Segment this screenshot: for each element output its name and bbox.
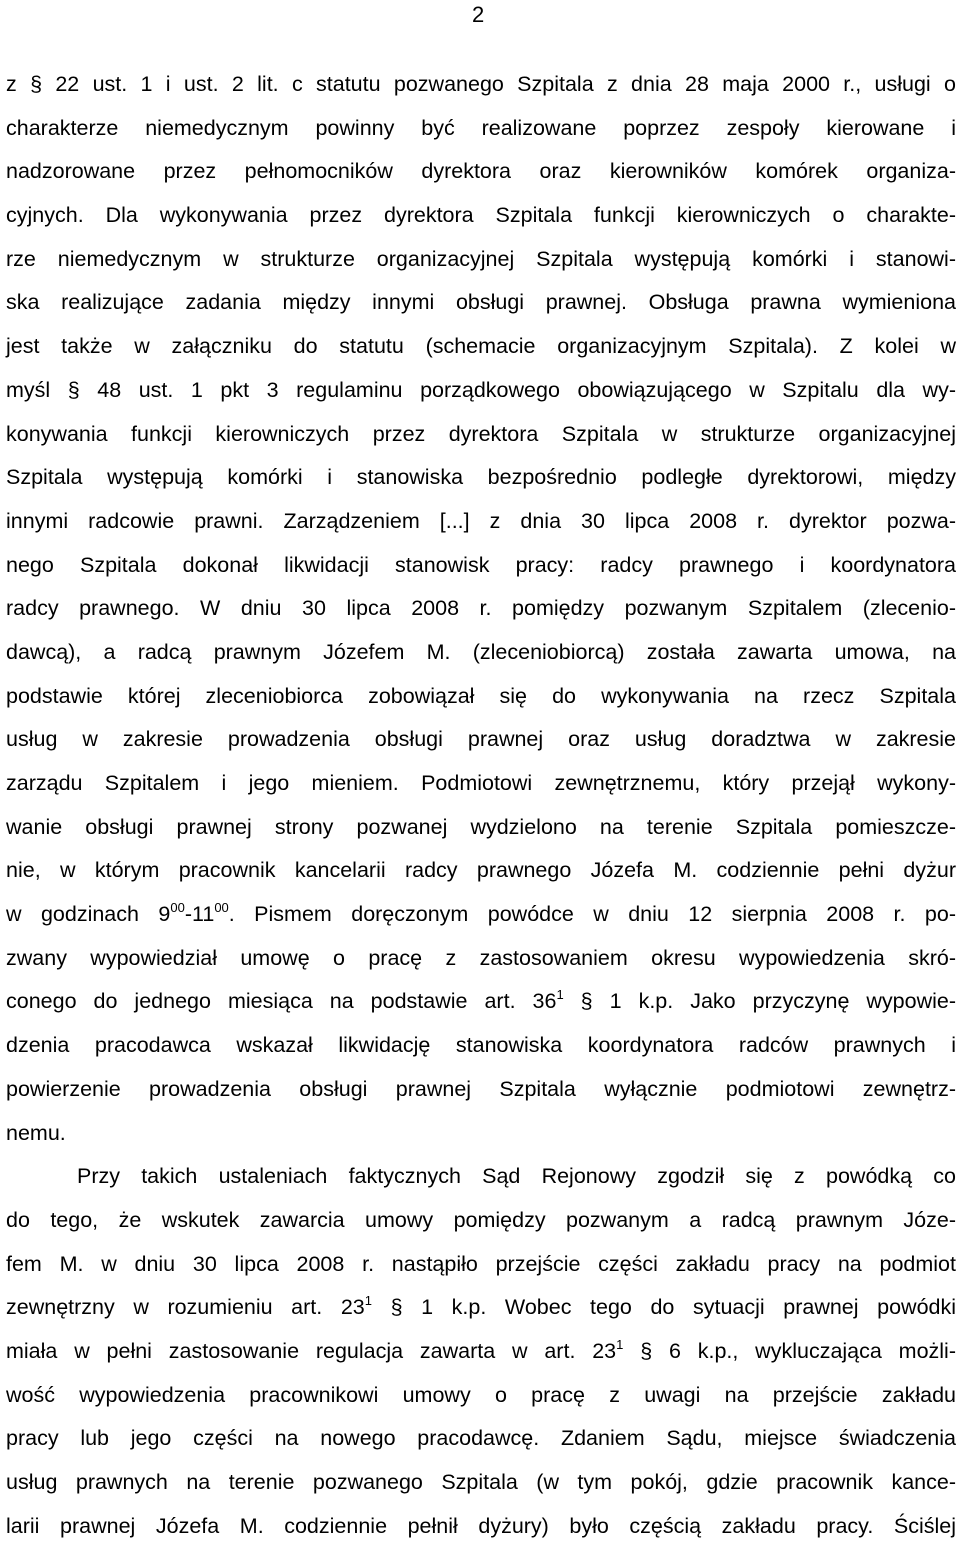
text-line: wość wypowiedzenia pracownikowi umowy o pracę z uwagi na przejście zakładu xyxy=(6,1382,956,1407)
text-line: nie, w którym pracownik kancelarii radcy prawnego Józefa M. codziennie pełni dyżur xyxy=(6,858,956,883)
text-segment: . Pismem doręczonym powódce w dniu 12 sierpnia 2008 r. po- xyxy=(228,902,956,927)
text-segment: miała w pełni zastosowanie regulacja zawarta w art. 23 xyxy=(6,1338,617,1363)
text-segment: -11 xyxy=(184,902,215,927)
paragraph xyxy=(6,1158,956,1551)
text-line: konywania funkcji kierowniczych przez dyrektora Szpitala w strukturze organizacyjnej xyxy=(6,421,956,446)
text-segment: § 6 k.p., wykluczająca możli- xyxy=(623,1338,956,1363)
text-line: rze niemedycznym w strukturze organizacyjnej Szpitala występują komórki i stanowi- xyxy=(6,246,956,271)
superscript: 1 xyxy=(616,1336,624,1352)
paragraph xyxy=(6,66,956,1158)
text-line: powierzenie prowadzenia obsługi prawnej Szpitala wyłącznie podmiotowi zewnętrz- xyxy=(6,1076,956,1101)
text-line: wanie obsługi prawnej strony pozwanej wydzielono na terenie Szpitala pomieszcze- xyxy=(6,814,956,839)
text-line: usług w zakresie prowadzenia obsługi prawnej oraz usług doradztwa w zakresie xyxy=(6,727,956,752)
superscript: 1 xyxy=(364,1293,372,1309)
text-line: dzenia pracodawca wskazał likwidację stanowiska koordynatora radców prawnych i xyxy=(6,1033,956,1058)
text-segment: § 1 k.p. Wobec tego do sytuacji prawnej powódki xyxy=(372,1295,957,1320)
text-line xyxy=(6,1333,956,1377)
text-line: usług prawnych na terenie pozwanego Szpitala (w tym pokój, gdzie pracownik kance- xyxy=(6,1470,956,1494)
text-segment: zewnętrzny w rozumieniu art. 23 xyxy=(6,1295,365,1320)
text-line xyxy=(6,983,956,1027)
text-line: fem M. w dniu 30 lipca 2008 r. nastąpiło przejście części zakładu pracy na podmiot xyxy=(6,1251,956,1276)
text-line: nemu. xyxy=(6,1120,66,1145)
text-line: pracy lub jego części na nowego pracodawcę. Zdaniem Sądu, miejsce świadczenia xyxy=(6,1426,956,1451)
text-line: dawcą), a radcą prawnym Józefem M. (zleceniobiorcą) została zawarta umowa, na xyxy=(6,639,956,664)
text-line: innymi radcowie prawni. Zarządzeniem [...] z dnia 30 lipca 2008 r. dyrektor pozwa- xyxy=(6,508,956,533)
text-line: ska realizujące zadania między innymi obsługi prawnej. Obsługa prawna wymieniona xyxy=(6,290,956,315)
text-segment: w godzinach 9 xyxy=(6,902,171,927)
text-line: cyjnych. Dla wykonywania przez dyrektora Szpitala funkcji kierowniczych o charakte- xyxy=(6,203,956,228)
text-segment: conego do jednego miesiąca na podstawie art. 36 xyxy=(6,989,557,1014)
superscript: 00 xyxy=(170,900,185,916)
text-line: podstawie której zleceniobiorca zobowiązał się do wykonywania na rzecz Szpitala xyxy=(6,683,956,708)
text-line: z § 22 ust. 1 i ust. 2 lit. c statutu pozwanego Szpitala z dnia 28 maja 2000 r., usługi o xyxy=(6,72,956,96)
text-line: jest także w załączniku do statutu (schemacie organizacyjnym Szpitala). Z kolei w xyxy=(6,334,956,359)
text-line: radcy prawnego. W dniu 30 lipca 2008 r. pomiędzy pozwanym Szpitalem (zlecenio- xyxy=(6,596,956,621)
text-line: Szpitala występują komórki i stanowiska bezpośrednio podległe dyrektorowi, między xyxy=(6,465,956,490)
text-line: Przy takich ustaleniach faktycznych Sąd Rejonowy zgodził się z powódką co xyxy=(77,1164,956,1189)
superscript: 1 xyxy=(556,987,564,1003)
text-line: larii prawnej Józefa M. codziennie pełnił dyżury) było częścią zakładu pracy. Ściślej xyxy=(6,1513,956,1538)
superscript: 00 xyxy=(214,900,229,916)
page-number: 2 xyxy=(472,2,485,27)
text-line: nadzorowane przez pełnomocników dyrektora oraz kierowników komórek organiza- xyxy=(6,159,956,184)
text-line: do tego, że wskutek zawarcia umowy pomiędzy pozwanym a radcą prawnym Józe- xyxy=(6,1207,956,1232)
text-line: charakterze niemedycznym powinny być realizowane poprzez zespoły kierowane i xyxy=(6,115,956,140)
document-body xyxy=(6,66,956,1551)
text-line: zwany wypowiedział umowę o pracę z zastosowaniem okresu wypowiedzenia skró- xyxy=(6,945,956,970)
text-line xyxy=(6,1289,956,1333)
text-line: myśl § 48 ust. 1 pkt 3 regulaminu porządkowego obowiązującego w Szpitalu dla wy- xyxy=(6,377,956,402)
text-line xyxy=(6,896,956,940)
text-line: nego Szpitala dokonał likwidacji stanowisk pracy: radcy prawnego i koordynatora xyxy=(6,552,956,577)
text-segment: § 1 k.p. Jako przyczynę wypowie- xyxy=(563,989,957,1014)
text-line: zarządu Szpitalem i jego mieniem. Podmiotowi zewnętrznemu, który przejął wykony- xyxy=(6,771,956,795)
